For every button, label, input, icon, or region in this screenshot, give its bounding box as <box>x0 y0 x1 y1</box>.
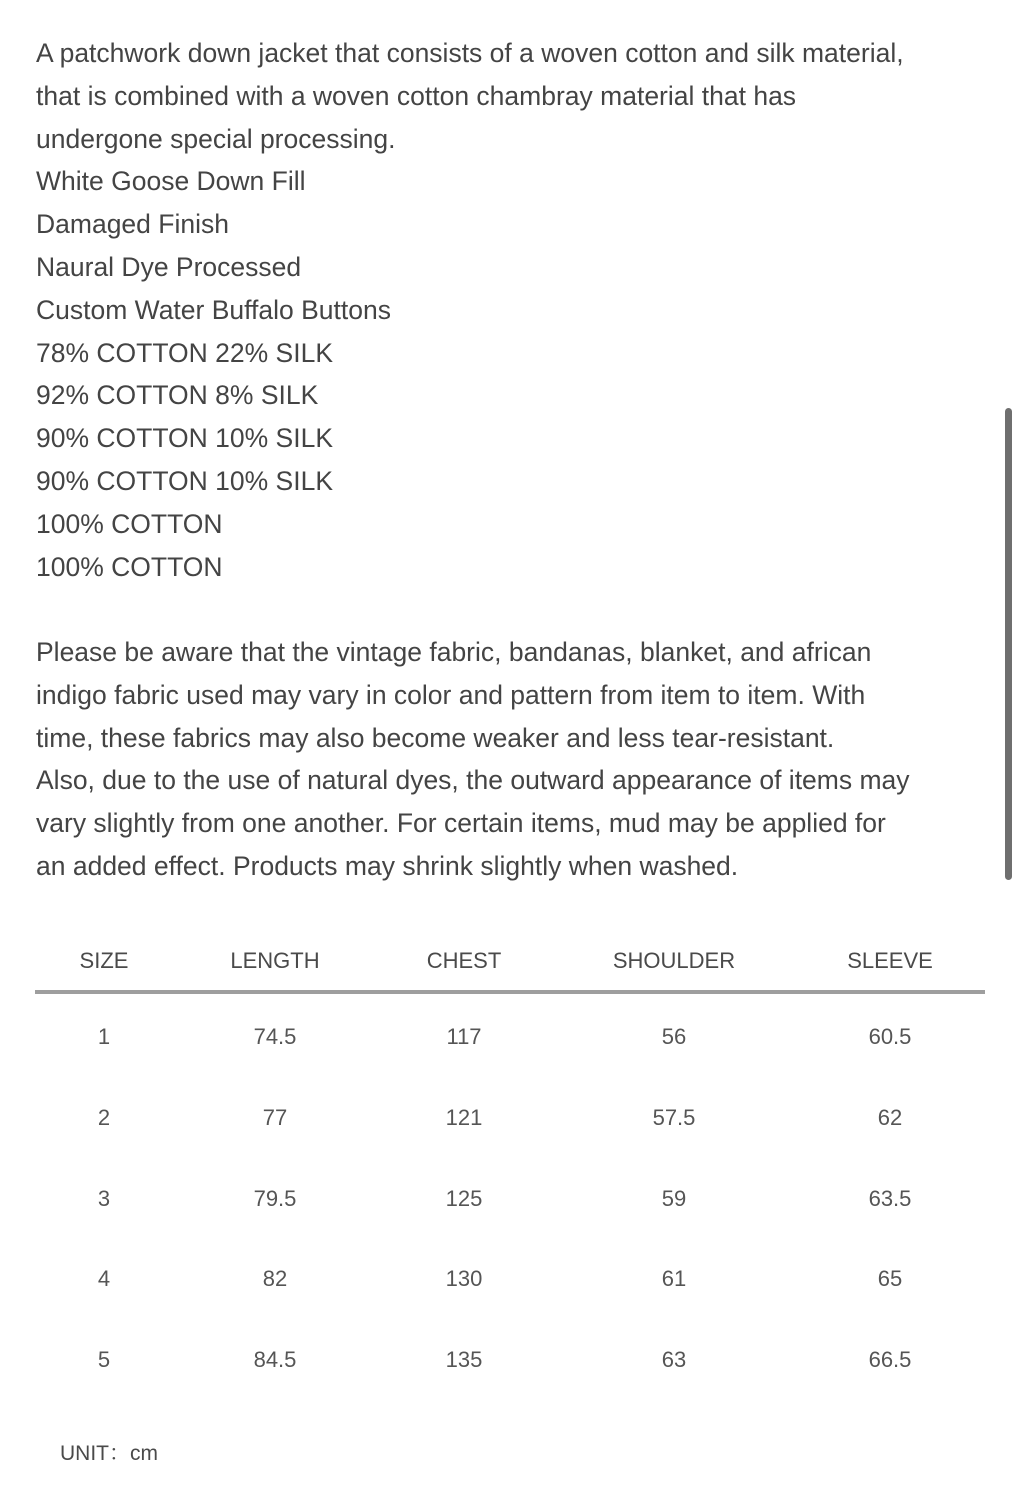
material-line: 100% COTTON <box>36 551 223 582</box>
cell-chest: 135 <box>445 1347 483 1373</box>
unit-label: UNIT：cm <box>60 1442 158 1465</box>
feature-line: Naural Dye Processed <box>36 251 302 282</box>
notice-line: Please be aware that the vintage fabric, bandanas, blanket, and african <box>36 637 872 667</box>
cell-sleeve: 62 <box>877 1104 903 1130</box>
cell-sleeve: 65 <box>877 1266 903 1292</box>
notice-line: indigo fabric used may vary in color and pattern from item to item. With <box>36 679 866 710</box>
description-line: undergone special processing. <box>36 123 396 154</box>
notice-line: an added effect. Products may shrink slightly when washed. <box>36 850 739 881</box>
cell-shoulder: 63 <box>661 1347 687 1373</box>
cell-length: 82 <box>262 1266 288 1292</box>
product-description <box>36 32 986 588</box>
table-row <box>35 1317 985 1398</box>
notice-line: vary slightly from one another. For certain items, mud may be applied for <box>36 808 886 839</box>
cell-size: 3 <box>97 1185 111 1211</box>
feature-line: Damaged Finish <box>36 209 229 240</box>
cell-chest: 130 <box>445 1266 483 1292</box>
feature-line: Custom Water Buffalo Buttons <box>36 294 391 325</box>
header-length: LENGTH <box>230 948 320 973</box>
cell-length: 74.5 <box>253 1024 297 1049</box>
table-row <box>35 1075 985 1156</box>
table-row <box>35 1156 985 1237</box>
feature-line: White Goose Down Fill <box>36 166 306 197</box>
cell-shoulder: 56 <box>661 1024 687 1049</box>
header-chest: CHEST <box>426 948 502 973</box>
notice-line: time, these fabrics may also become weaker and less tear-resistant. <box>36 722 835 753</box>
material-line: 90% COTTON 10% SILK <box>36 423 334 454</box>
cell-chest: 117 <box>446 1024 482 1049</box>
notice-line: Also, due to the use of natural dyes, the outward appearance of items may <box>36 765 910 796</box>
cell-length: 79.5 <box>253 1185 297 1211</box>
cell-chest: 121 <box>445 1104 483 1130</box>
table-row <box>35 1236 985 1317</box>
description-line: A patchwork down jacket that consists of a woven cotton and silk material, <box>36 38 904 68</box>
cell-shoulder: 61 <box>661 1266 687 1292</box>
table-row <box>35 994 985 1075</box>
header-size: SIZE <box>79 948 129 973</box>
material-line: 100% COTTON <box>36 508 223 539</box>
header-shoulder: SHOULDER <box>612 948 736 973</box>
material-line: 78% COTTON 22% SILK <box>36 337 334 368</box>
header-sleeve: SLEEVE <box>847 948 933 973</box>
cell-size: 1 <box>97 1024 111 1049</box>
care-notice <box>36 631 996 888</box>
scrollbar-thumb[interactable] <box>1005 408 1012 880</box>
cell-shoulder: 59 <box>661 1185 687 1211</box>
cell-length: 84.5 <box>253 1347 297 1373</box>
cell-chest: 125 <box>445 1185 483 1211</box>
cell-size: 5 <box>97 1347 111 1373</box>
cell-sleeve: 63.5 <box>868 1185 912 1211</box>
cell-size: 2 <box>97 1104 111 1130</box>
cell-sleeve: 66.5 <box>868 1347 912 1373</box>
cell-shoulder: 57.5 <box>652 1104 696 1130</box>
table-header-row <box>35 930 985 994</box>
material-line: 90% COTTON 10% SILK <box>36 465 334 496</box>
material-line: 92% COTTON 8% SILK <box>36 380 319 411</box>
cell-sleeve: 60.5 <box>868 1024 912 1049</box>
cell-length: 77 <box>262 1104 288 1130</box>
description-line: that is combined with a woven cotton chambray material that has <box>36 80 797 111</box>
size-chart-table <box>35 930 985 1398</box>
cell-size: 4 <box>97 1266 111 1292</box>
